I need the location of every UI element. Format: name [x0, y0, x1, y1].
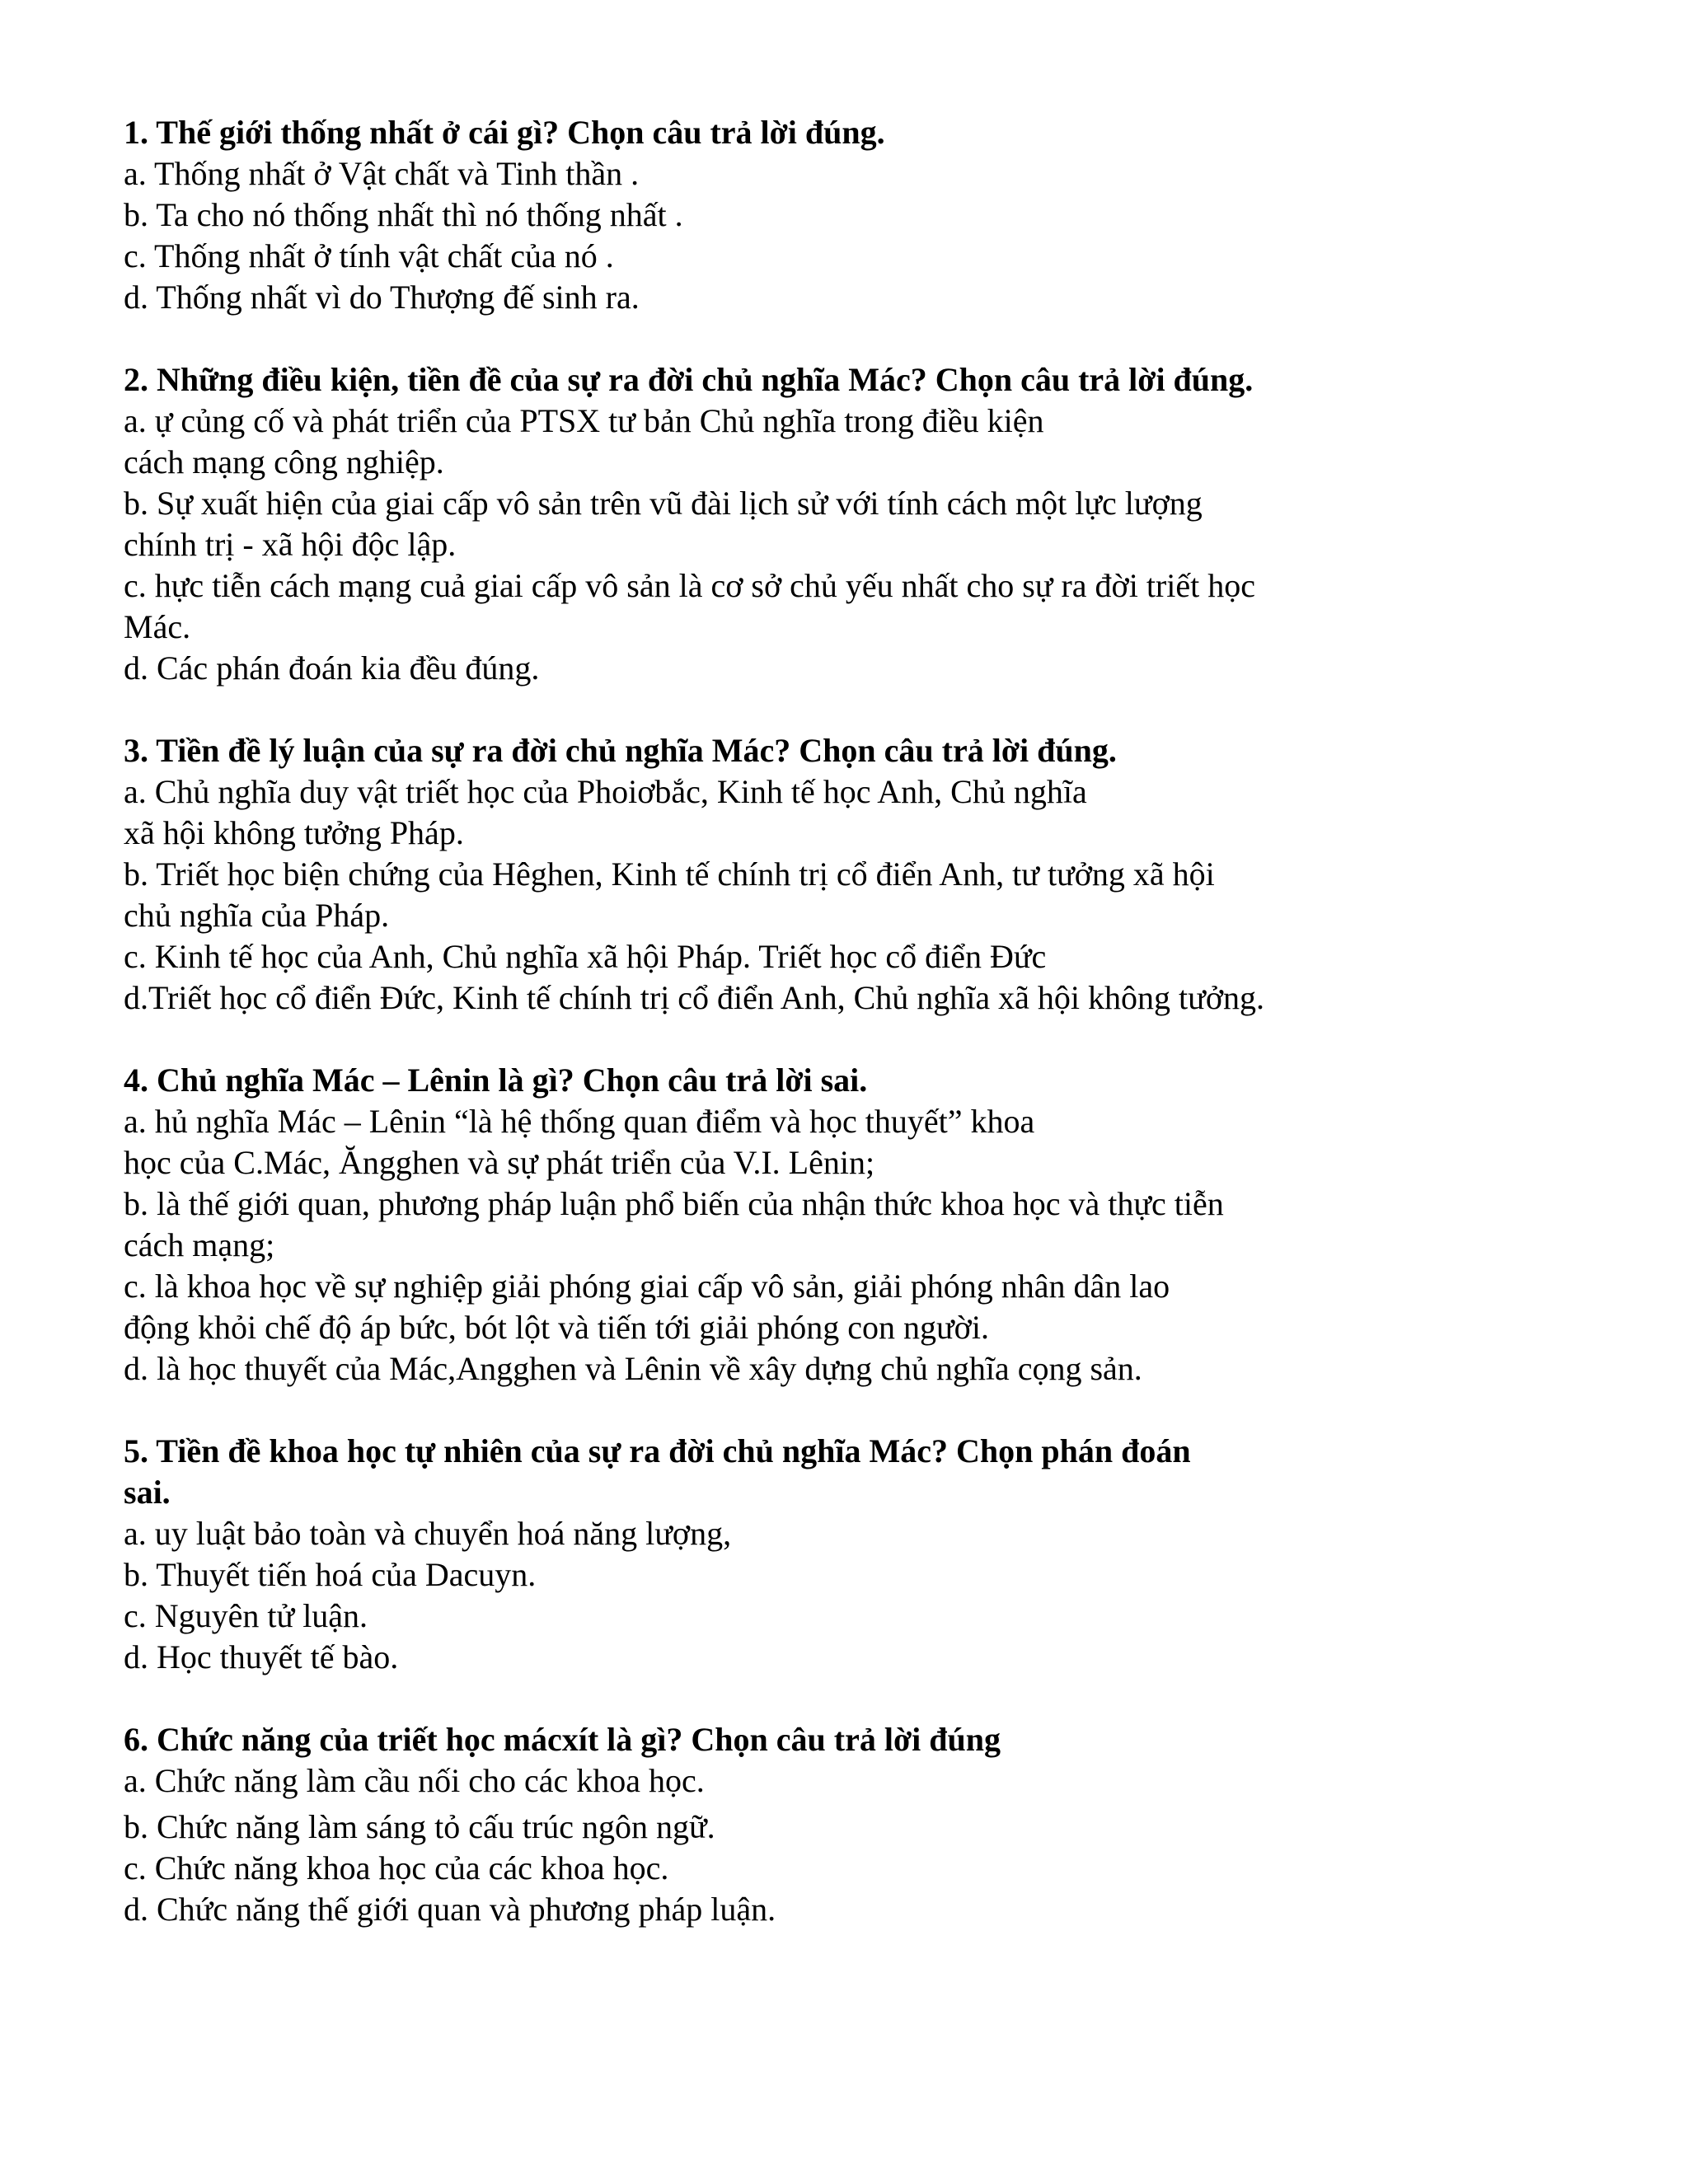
question-3-option-a	[124, 771, 1409, 854]
question-1-option-d: d. Thống nhất vì do Thượng đế sinh ra.	[124, 279, 640, 316]
question-4-option-c	[124, 1266, 1409, 1348]
question-3-title: 3. Tiền đề lý luận của sự ra đời chủ nghĩa Mác? Chọn câu trả lời đúng.	[124, 732, 1117, 769]
option-line: chủ nghĩa của Pháp.	[124, 897, 390, 934]
question-6-option-b: b. Chức năng làm sáng tỏ cấu trúc ngôn ngữ.	[124, 1808, 715, 1845]
question-1-option-b: b. Ta cho nó thống nhất thì nó thống nhất .	[124, 196, 683, 233]
quiz-content	[124, 112, 1409, 1971]
question-6-option-d: d. Chức năng thế giới quan và phương pháp luận.	[124, 1891, 776, 1928]
option-line: cách mạng công nghiệp.	[124, 443, 444, 480]
question-2-option-a	[124, 401, 1409, 483]
option-line: b. Triết học biện chứng của Hêghen, Kinh tế chính trị cổ điển Anh, tư tưởng xã hội	[124, 855, 1215, 893]
question-1-option-c: c. Thống nhất ở tính vật chất của nó .	[124, 237, 614, 274]
option-line: a. hủ nghĩa Mác – Lênin “là hệ thống quan điểm và học thuyết” khoa	[124, 1103, 1035, 1140]
question-3-option-b	[124, 854, 1409, 936]
option-line: Mác.	[124, 608, 191, 645]
question-3-option-c: c. Kinh tế học của Anh, Chủ nghĩa xã hội Pháp. Triết học cổ điển Đức	[124, 938, 1047, 975]
question-5-option-b: b. Thuyết tiến hoá của Dacuyn.	[124, 1556, 537, 1593]
question-2	[124, 359, 1409, 689]
option-line: cách mạng;	[124, 1226, 275, 1263]
option-line: động khỏi chế độ áp bức, bót lột và tiến tới giải phóng con người.	[124, 1309, 989, 1346]
question-6	[124, 1719, 1409, 1930]
option-line: c. là khoa học về sự nghiệp giải phóng giai cấp vô sản, giải phóng nhân dân lao	[124, 1268, 1170, 1305]
question-2-option-b	[124, 483, 1409, 565]
question-4-option-b	[124, 1183, 1409, 1266]
option-line: c. hực tiễn cách mạng cuả giai cấp vô sản là cơ sở chủ yếu nhất cho sự ra đời triết học	[124, 567, 1255, 604]
question-5-option-a: a. uy luật bảo toàn và chuyển hoá năng lượng,	[124, 1515, 732, 1552]
question-6-option-c: c. Chức năng khoa học của các khoa học.	[124, 1849, 669, 1886]
question-2-title: 2. Những điều kiện, tiền đề của sự ra đời chủ nghĩa Mác? Chọn câu trả lời đúng.	[124, 361, 1254, 398]
option-line: học của C.Mác, Ăngghen và sự phát triển của V.I. Lênin;	[124, 1144, 875, 1181]
question-1-option-a: a. Thống nhất ở Vật chất và Tinh thần .	[124, 155, 640, 192]
option-line: a. Chủ nghĩa duy vật triết học của Phoiơbắc, Kinh tế học Anh, Chủ nghĩa	[124, 773, 1087, 810]
option-line: b. là thế giới quan, phương pháp luận phổ biến của nhận thức khoa học và thực tiễn	[124, 1185, 1224, 1222]
title-line: sai.	[124, 1474, 171, 1511]
question-3	[124, 730, 1409, 1019]
question-6-option-a: a. Chức năng làm cầu nối cho các khoa học.	[124, 1762, 705, 1799]
question-2-option-d: d. Các phán đoán kia đều đúng.	[124, 649, 540, 687]
question-4-option-d: d. là học thuyết của Mác,Angghen và Lênin về xây dựng chủ nghĩa cọng sản.	[124, 1350, 1142, 1387]
question-1-title: 1. Thế giới thống nhất ở cái gì? Chọn câu trả lời đúng.	[124, 114, 885, 151]
question-4-option-a	[124, 1101, 1409, 1183]
question-1	[124, 112, 1409, 318]
question-2-option-c	[124, 565, 1409, 648]
question-5	[124, 1431, 1409, 1678]
question-5-option-c: c. Nguyên tử luận.	[124, 1597, 368, 1634]
option-line: xã hội không tưởng Pháp.	[124, 814, 464, 851]
question-4	[124, 1060, 1409, 1390]
option-line: a. ự củng cố và phát triển của PTSX tư bản Chủ nghĩa trong điều kiện	[124, 402, 1044, 439]
question-5-option-d: d. Học thuyết tế bào.	[124, 1638, 399, 1675]
question-6-title: 6. Chức năng của triết học mácxít là gì? Chọn câu trả lời đúng	[124, 1721, 1001, 1758]
question-3-option-d: d.Triết học cổ điển Đức, Kinh tế chính trị cổ điển Anh, Chủ nghĩa xã hội không tưởng.	[124, 979, 1264, 1016]
title-line: 5. Tiền đề khoa học tự nhiên của sự ra đời chủ nghĩa Mác? Chọn phán đoán	[124, 1432, 1191, 1469]
question-5-title	[124, 1431, 1409, 1513]
question-4-title: 4. Chủ nghĩa Mác – Lênin là gì? Chọn câu trả lời sai.	[124, 1062, 868, 1099]
option-line: chính trị - xã hội độc lập.	[124, 526, 457, 563]
option-line: b. Sự xuất hiện của giai cấp vô sản trên vũ đài lịch sử với tính cách một lực lượng	[124, 485, 1203, 522]
